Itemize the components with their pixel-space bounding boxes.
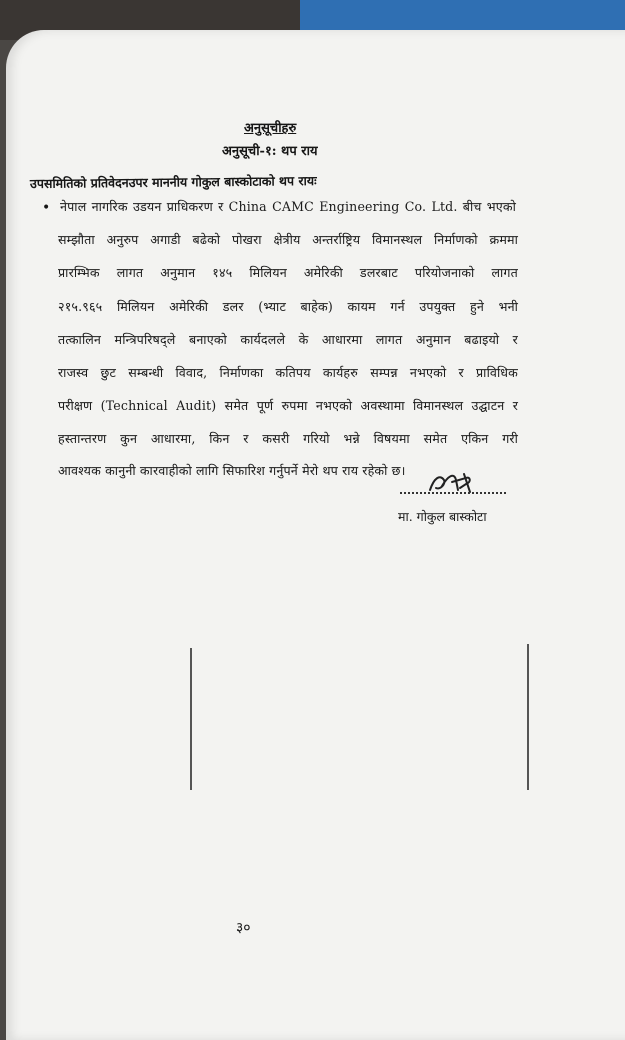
annex-title: अनुसूची-१: थप राय [222, 144, 318, 159]
intro-line: उपसमितिको प्रतिवेदनउपर माननीय गोकुल बास्कोटाको थप रायः [29, 172, 317, 191]
paragraph-line: हस्तान्तरण कुन आधारमा, किन र कसरी गरियो भन्ने विषयमा समेत एकिन गरी [58, 431, 518, 446]
paragraph-line: तत्कालिन मन्त्रिपरिषद्ले बनाएको कार्यदलले के आधारमा लागत अनुमान बढाइयो र [58, 332, 518, 347]
paragraph-line: नेपाल नागरिक उडयन प्राधिकरण र China CAMC Engineering Co. Ltd. बीच भएको [60, 199, 516, 214]
paragraph-line: प्रारम्भिक लागत अनुमान १४५ मिलियन अमेरिकी डलरबाट परियोजनाको लागत [58, 265, 518, 280]
bullet-marker: • [42, 200, 51, 216]
paragraph-line: आवश्यक कानुनी कारवाहीको लागि सिफारिश गर्नुपर्ने मेरो थप राय रहेको छ। [58, 463, 406, 478]
paragraph-line: परीक्षण (Technical Audit) समेत पूर्ण रुपमा नभएको अवस्थामा विमानस्थल उद्घाटन र [58, 398, 518, 413]
page-heading: अनुसूचीहरु [244, 121, 297, 136]
paragraph-line: सम्झौता अनुरुप अगाडी बढेको पोखरा क्षेत्रीय अन्तर्राष्ट्रिय विमानस्थल निर्माणको क्रममा [58, 232, 518, 247]
paragraph-line: २१५.९६५ मिलियन अमेरिकी डलर (भ्याट बाहेक) कायम गर्न उपयुक्त हुने भनी [58, 299, 518, 314]
paragraph-line: राजस्व छुट सम्बन्धी विवाद, निर्माणका कतिपय कार्यहरु सम्पन्न नभएको र प्राविधिक [58, 365, 518, 380]
vertical-rule-left [190, 648, 192, 790]
vertical-rule-right [527, 644, 529, 790]
signatory-name: मा. गोकुल बास्कोटा [398, 509, 487, 524]
page-number: ३० [236, 920, 251, 936]
handwritten-signature [400, 470, 510, 496]
signature-line [400, 492, 506, 494]
